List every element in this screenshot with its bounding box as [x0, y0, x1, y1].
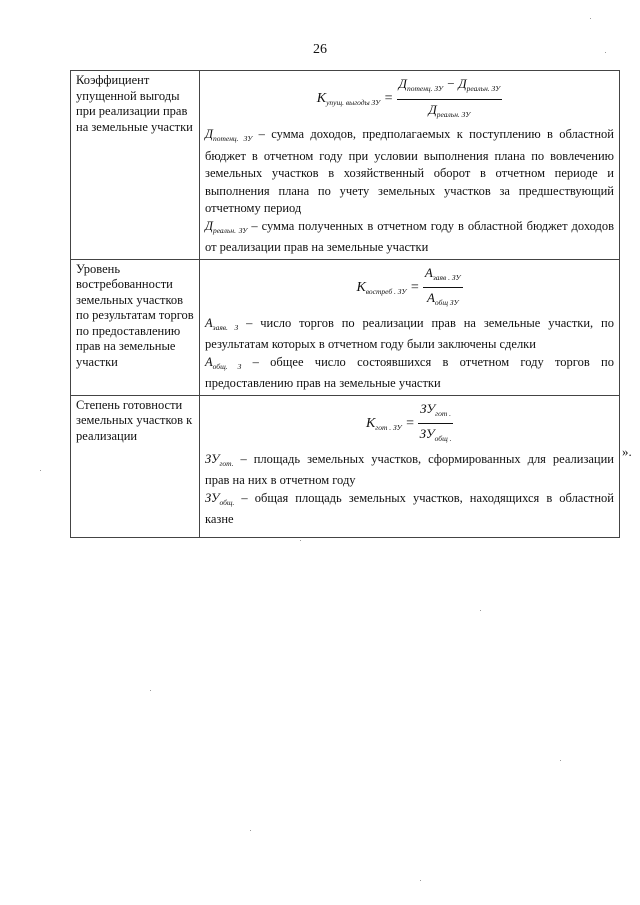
definition-symbol: А	[205, 354, 213, 369]
scan-speck	[40, 470, 41, 471]
formula-lhs: К	[316, 91, 327, 107]
closing-quote-mark: ».	[622, 444, 632, 459]
definition-symbol: Д	[205, 218, 213, 233]
definition-text: – общая площадь земельных участков, находящихся в областной казне	[205, 490, 614, 526]
definition-symbol-sub: общ. З	[212, 361, 242, 371]
definition-symbol: Д	[205, 127, 213, 141]
formula-numerator	[418, 400, 453, 425]
formula-denominator	[418, 424, 453, 448]
definition-symbol-sub: реальн. ЗУ	[212, 225, 248, 235]
scan-speck	[480, 610, 481, 611]
numerator-term-a-sub: потенц. ЗУ	[406, 84, 444, 93]
formula-fraction	[397, 75, 503, 123]
indicator-description	[200, 259, 620, 395]
scan-speck	[560, 760, 561, 761]
numerator-term-b-sub: реальн. ЗУ	[466, 84, 501, 93]
definition-text: – число торгов по реализации прав на земельные участки, по результатам которых в отчетном году были заключены сделки	[205, 315, 614, 351]
denominator-term-sub: реальн. ЗУ	[436, 109, 471, 119]
formula-lhs-sub: упущ. выгоды ЗУ	[326, 98, 381, 108]
definition-text: – площадь земельных участков, сформированных для реализации прав на них в отчетном году	[205, 451, 614, 487]
definition	[205, 315, 614, 354]
scan-speck	[250, 830, 251, 831]
table-row	[71, 395, 620, 537]
indicator-name: Коэффициент упущенной выгоды при реализации прав на земельные участки	[71, 71, 200, 260]
indicator-name: Уровень востребованности земельных участков по результатам торгов по предоставлению прав на земельные участки	[71, 259, 200, 395]
formula-numerator	[397, 75, 503, 100]
numerator-term: ЗУ	[420, 400, 436, 416]
formula-fraction	[418, 400, 453, 448]
numerator-term-b: Д	[458, 76, 467, 91]
formula-lhs-sub: востреб . ЗУ	[365, 286, 407, 296]
denominator-term: Д	[428, 101, 437, 117]
indicator-description	[200, 71, 620, 260]
table-row	[71, 71, 620, 260]
denominator-term: А	[426, 290, 435, 305]
formula-denominator	[397, 100, 503, 124]
definition-symbol-sub: гот.	[219, 458, 234, 468]
definition-symbol: ЗУ	[205, 451, 220, 466]
formula-fraction	[423, 264, 463, 312]
indicators-table	[70, 70, 620, 538]
scan-speck	[300, 540, 301, 541]
definition	[205, 354, 614, 393]
formula: $К_{гот . ЗУ}$ = $\frac{ЗУ_{гот .}}{ЗУ_{общ .}}$	[205, 400, 614, 448]
numerator-term: А	[424, 264, 433, 280]
formula-lhs: К	[356, 279, 366, 295]
indicator-name: Степень готовности земельных участков к реализации	[71, 395, 200, 537]
definition	[205, 451, 614, 490]
definition-symbol-sub: потенц. ЗУ	[212, 134, 253, 143]
denominator-term-sub: общ ЗУ	[434, 298, 459, 307]
indicator-description	[200, 395, 620, 537]
definition	[205, 126, 614, 218]
minus-sign: −	[446, 76, 456, 91]
definition-text: – общее число состоявшихся в отчетном году торгов по предоставлению прав на земельные участки	[205, 354, 614, 390]
numerator-term-sub: гот .	[435, 408, 451, 418]
formula-lhs: К	[366, 415, 376, 431]
formula-lhs-sub: гот . ЗУ	[375, 422, 402, 432]
scan-speck	[420, 880, 421, 881]
definition-text: – сумма полученных в отчетном году в областной бюджет доходов от реализации прав на земельные участки	[205, 218, 614, 254]
table-row	[71, 259, 620, 395]
formula: $К_{упущ. выгоды ЗУ}$ = $\frac{Д_{потенц. ЗУ} - Д_{реальн. ЗУ}}{Д_{реальн. ЗУ}}$	[205, 75, 614, 123]
numerator-term-sub: заяв . ЗУ	[432, 272, 461, 282]
definition	[205, 218, 614, 257]
definition-text: – сумма доходов, предполагаемых к поступлению в областной бюджет в отчетном году при условии выполнения плана по вовлечению земельных участков в хозяйственный оборот в отчетном периоде и выполнения плана по учету земельных участков за предшествующий отчетному период	[205, 127, 614, 215]
definition-symbol-sub: заяв. З	[212, 322, 239, 332]
definition-symbol: ЗУ	[205, 490, 220, 505]
formula-numerator	[423, 264, 463, 289]
definition	[205, 490, 614, 529]
numerator-term-a: Д	[398, 76, 407, 91]
scan-speck	[150, 690, 151, 691]
denominator-term: ЗУ	[419, 426, 435, 441]
page-number: 26	[313, 42, 327, 57]
definition-symbol: А	[205, 315, 213, 330]
formula: $К_{востреб . ЗУ}$ = $\frac{А_{заяв . ЗУ}}{А_{общ ЗУ}}$	[205, 264, 614, 312]
scan-speck	[590, 18, 591, 19]
denominator-term-sub: общ .	[434, 434, 452, 443]
formula-denominator	[423, 288, 463, 312]
definition-symbol-sub: общ.	[219, 497, 235, 507]
scan-speck	[605, 52, 606, 53]
